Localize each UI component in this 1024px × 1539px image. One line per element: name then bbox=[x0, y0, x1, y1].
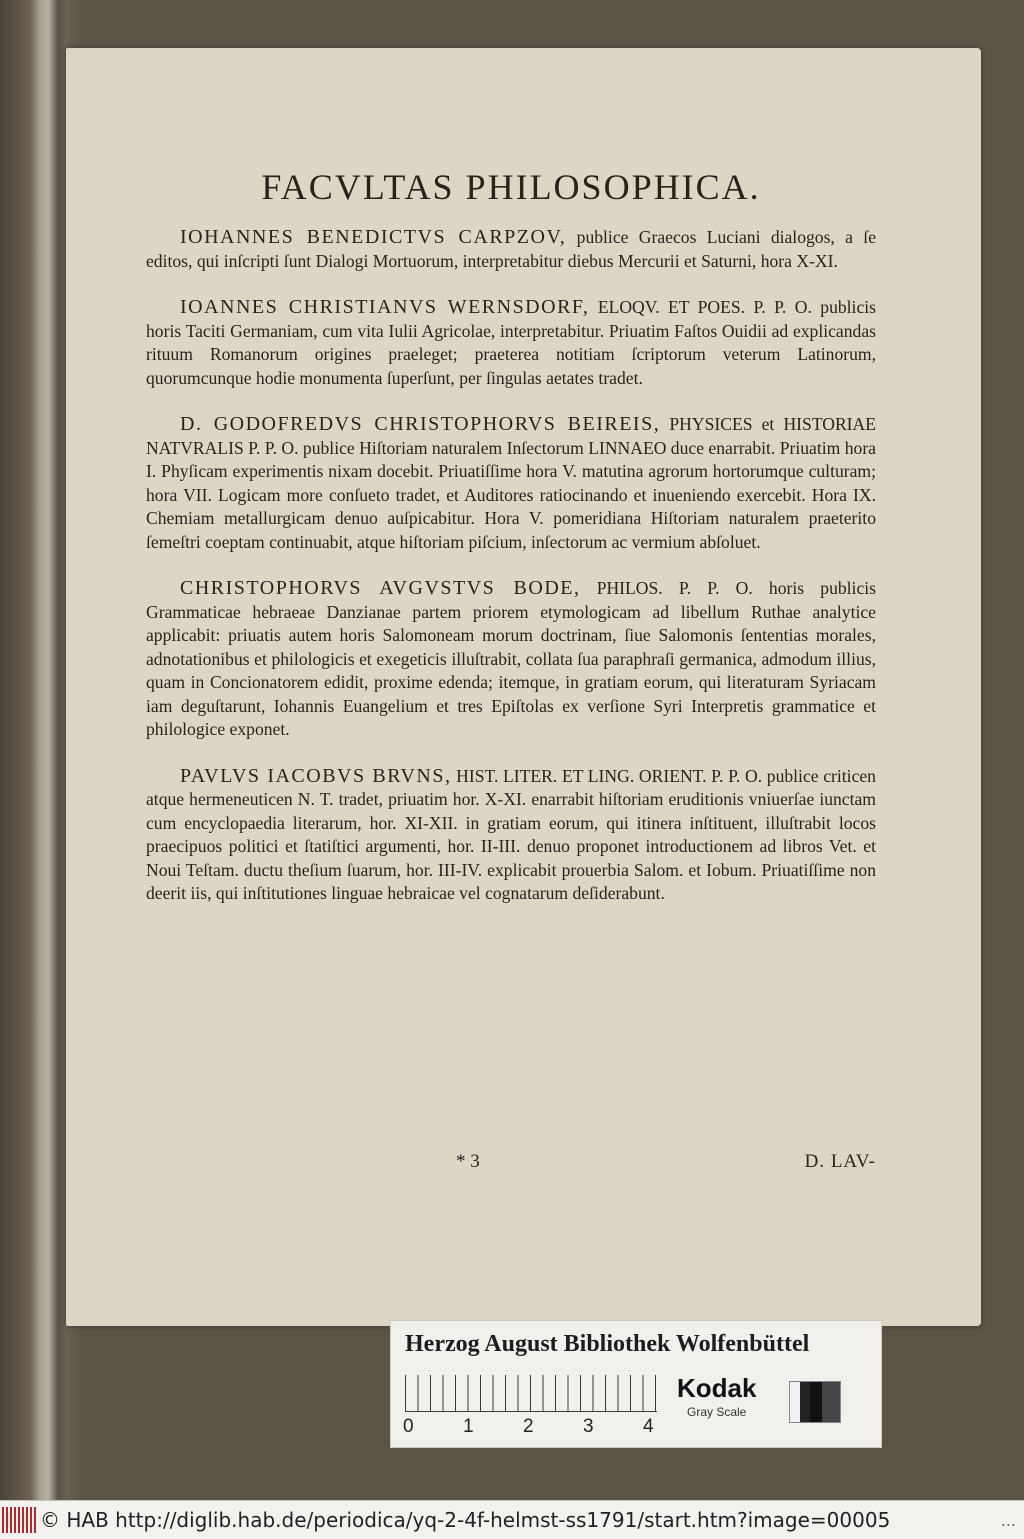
color-target-card bbox=[390, 1320, 882, 1448]
ruler-number: 4 bbox=[643, 1416, 654, 1437]
entry-name: PAVLVS IACOBVS BRVNS, bbox=[180, 764, 452, 787]
ruler-number: 2 bbox=[523, 1416, 534, 1437]
page-title: FACVLTAS PHILOSOPHICA. bbox=[261, 167, 761, 207]
entry-text: publice Graecos Luciani dialogos, a ſe editos, qui inſcripti ſunt Dialogi Mortuorum, interpretabitur diebus Mercurii et Saturni, hora X-XI. bbox=[146, 227, 877, 271]
signature-mark: * 3 bbox=[456, 1151, 480, 1172]
library-name: Herzog August Bibliothek Wolfenbüttel bbox=[405, 1331, 810, 1357]
scale-ruler bbox=[405, 1375, 657, 1412]
entry-beireis bbox=[146, 413, 876, 554]
status-url[interactable]: © HAB http://diglib.hab.de/periodica/yq-2-4f-helmst-ss1791/start.htm?image=00005 bbox=[40, 1508, 891, 1532]
status-bar bbox=[0, 1500, 1024, 1539]
entry-carpzov bbox=[146, 226, 876, 273]
entry-text: PHYSICES et HISTORIAE NATVRALIS P. P. O. publice Hiſtoriam naturalem Inſectorum LINNAEO duce enarrabit. Priuatim hora I. Phyſicam experimentis nixam docebit. Priuatiſſime hora V. matutina agrorum hortorumque culturam; hora VII. Logicam more conſueto tradet, et Auditores ratiocinando et inueniendo exercebit. Hora IX. Chemiam metallurgicam denuo auſpicabitur. Hora V. pomeridiana Hiſtoriam naturalem praeterito ſemeſtri coeptam continuabit, atque hiſtoriam piſcium, inſectorum ac vermium abſoluet. bbox=[146, 414, 876, 552]
entry-bode bbox=[146, 577, 876, 742]
ruler-number: 1 bbox=[463, 1416, 474, 1437]
gray-swatch bbox=[789, 1381, 841, 1423]
catchword: D. LAV- bbox=[804, 1151, 876, 1172]
entry-name: CHRISTOPHORVS AVGVSTVS BODE, bbox=[180, 577, 581, 599]
ruler-number: 3 bbox=[583, 1416, 594, 1437]
barcode-icon bbox=[2, 1507, 36, 1533]
entry-name: IOHANNES BENEDICTVS CARPZOV, bbox=[180, 226, 567, 248]
more-icon[interactable]: ... bbox=[1000, 1510, 1016, 1530]
entry-text: ELOQV. ET POES. P. P. O. publicis horis Taciti Germaniam, cum vita Iulii Agricolae, interpretabitur. Priuatim Faſtos Ouidii ad explicandas rituum Romanorum origines praeleget; praeterea notitiam ſcriptorum veterum Latinorum, quorumcunque hodie monumenta ſuperſunt, per ſingulas aetates tradet. bbox=[146, 297, 876, 388]
kodak-logo: Kodak bbox=[677, 1373, 757, 1403]
entry-name: D. GODOFREDVS CHRISTOPHORVS BEIREIS, bbox=[180, 413, 661, 435]
document-page bbox=[66, 48, 981, 1326]
entry-text: PHILOS. P. P. O. horis publicis Grammaticae hebraeae Danzianae partem priorem etymologicam ad libellum Ruthae analytice applicabit: priuatis autem horis Salomoneam morum doctrinam, ſiue Salomonis ſententias morales, adnotationibus et philologicis et exegeticis illuſtrabit, collata ſua paraphraſi germanica, admodum illius, quam in Concionatorem edidit, proxime edenda; itemque, in gratiam eorum, qui literaturam Syriacam iam deguſtarunt, Iohannis Euangelium et tres Epiſtolas ex verſione Syri Interpretis grammatice et philologice exponet. bbox=[146, 578, 876, 739]
entry-bruns bbox=[146, 765, 876, 906]
ruler-number: 0 bbox=[403, 1416, 414, 1437]
gray-scale-label: Gray Scale bbox=[687, 1405, 747, 1419]
entry-wernsdorf bbox=[146, 296, 876, 390]
entry-name: IOANNES CHRISTIANVS WERNSDORF, bbox=[180, 296, 590, 318]
entry-text: HIST. LITER. ET LING. ORIENT. P. P. O. publice criticen atque hermeneuticen N. T. tradet, priuatim hor. X-XI. enarrabit hiſtoriam eruditionis vniuerſae iunctam cum encyclopaedia literarum, hor. XI-XII. in gratiam eorum, qui itinera inſtituent, illuſtrabit locos praecipuos politici et ſtatiſtici argumenti, hor. II-III. denuo proponet introductionem ad libros Vet. et Noui Teſtam. ductu theſium ſuarum, hor. III-IV. explicabit prouerbia Salom. et Iobum. Priuatiſſime non deerit iis, qui inſtitutiones linguae hebraicae vel cognatarum deſiderabunt. bbox=[146, 765, 876, 903]
page-content bbox=[146, 166, 876, 929]
